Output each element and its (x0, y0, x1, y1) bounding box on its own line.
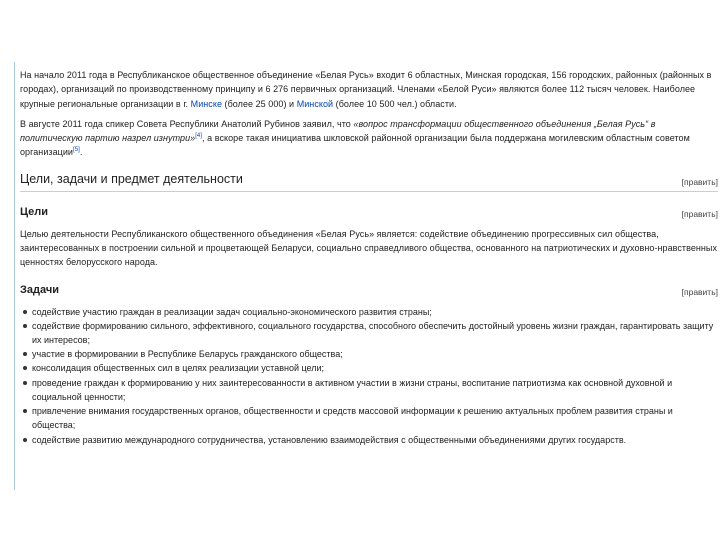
link-minsk[interactable]: Минске (190, 98, 222, 109)
reference-4[interactable]: [4] (195, 133, 203, 140)
bullet-icon (23, 381, 27, 385)
edit-section-link[interactable]: [править] (681, 176, 718, 187)
edit-section-link[interactable]: [править] (681, 208, 718, 219)
reference-5[interactable]: [5] (73, 147, 80, 154)
intro-paragraph-1 (20, 68, 718, 111)
bullet-icon (23, 366, 27, 370)
bullet-icon (23, 409, 27, 413)
aims-paragraph: Целью деятельности Республиканского общественного объединения «Белая Русь» является: содействие объединению прогрессивных сил общества, заинтересованных в построении сильной и процветающей Беларуси, социально справедливого общества, основанного на патриотических и духовно-нравственных ценностях белорусского народа. (20, 228, 717, 268)
bullet-icon (23, 310, 27, 314)
article-content (20, 68, 718, 447)
subsection-title: Цели (20, 205, 49, 218)
link-minsk-region[interactable]: Минской (296, 98, 334, 109)
intro-text: (более 25 000) и (222, 98, 297, 109)
tasks-list (20, 305, 718, 447)
bullet-icon (23, 324, 27, 328)
bullet-icon (23, 352, 27, 356)
content-left-border (14, 62, 15, 490)
section-title: Цели, задачи и предмет деятельности (20, 171, 243, 186)
list-item: содействие развитию международного сотрудничества, установлению взаимодействия с общественными объединениями других государств. (32, 433, 718, 447)
subsection-title: Задачи (20, 283, 59, 296)
list-item: консолидация общественных сил в целях реализации уставной цели; (32, 361, 718, 375)
quote-text: «вопрос трансформации общественного объединения „Белая Русь“ в политическую партию назрел изнутри» (20, 118, 656, 144)
intro-paragraph-2 (20, 117, 718, 160)
intro-text: На начало 2011 года в Республиканское общественное объединение «Белая Русь» входит 6 областных, Минская городская, 156 городских, районных (районных в городах), организаций по производственному принципу и 6 276 первичных организаций. Членами «Белой Руси» являются более 112 тысяч человек. Наиболее крупные региональные организации в г. (20, 70, 712, 109)
bullet-icon (23, 438, 27, 442)
edit-section-link[interactable]: [править] (681, 286, 718, 297)
list-item: проведение граждан к формированию у них заинтересованности в активном участии в жизни страны, воспитание патриотизма как основной духовной и социальной ценности; (32, 376, 718, 404)
subsection-heading-aims (20, 202, 718, 220)
list-item: содействие формированию сильного, эффективного, социального государства, способного обеспечить достойный уровень жизни граждан, гарантировать защиту их интересов; (32, 319, 718, 347)
section-heading-goals (20, 170, 718, 192)
subsection-heading-tasks (20, 280, 718, 298)
intro-text: В августе 2011 года спикер Совета Республики Анатолий Рубинов заявил, что (20, 118, 354, 129)
list-item: участие в формировании в Республике Беларусь гражданского общества; (32, 347, 718, 361)
list-item: привлечение внимания государственных органов, общественности и средств массовой информации к решению актуальных проблем развития страны и общества; (32, 404, 718, 432)
intro-text: , а вскоре такая инициатива шкловской районной организации была поддержана могилевским областным советом организации (20, 133, 690, 158)
intro-text: . (79, 147, 83, 158)
list-item: содействие участию граждан в реализации задач социально-экономического развития страны; (32, 305, 718, 319)
intro-text: (более 10 500 чел.) области. (333, 98, 457, 109)
